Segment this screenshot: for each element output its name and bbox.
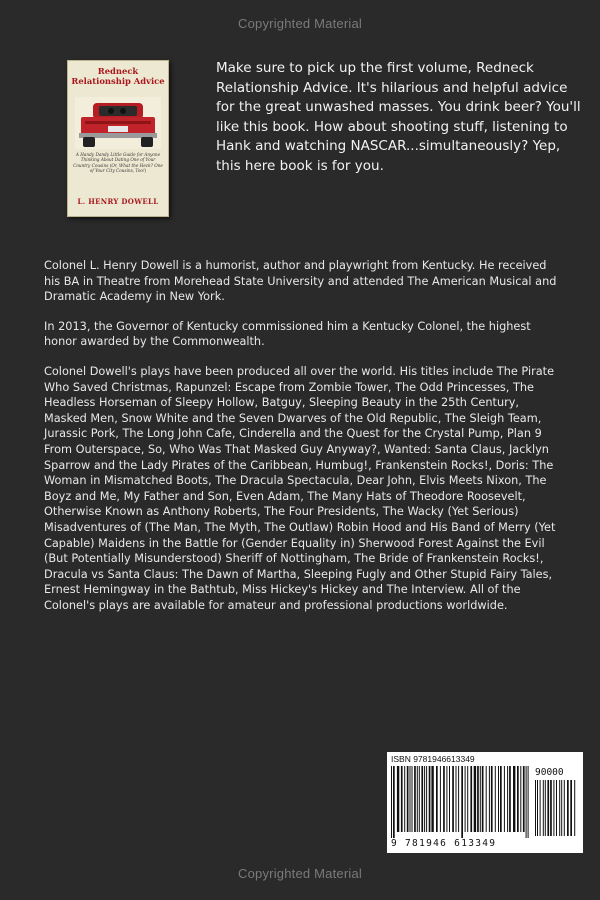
barcode-bar (528, 766, 529, 838)
barcode-bar (391, 766, 392, 838)
barcode-bar (559, 780, 560, 836)
author-bio (44, 258, 565, 627)
barcode-bar (401, 766, 403, 832)
price-code: 90000 (535, 767, 564, 778)
bio-paragraph: In 2013, the Governor of Kentucky commissioned him a Kentucky Colonel, the highest honor awarded by the Commonwealth. (44, 319, 531, 349)
pickup-truck-illustration (75, 97, 161, 149)
barcode-bar (500, 766, 502, 832)
barcode-bar (426, 766, 427, 832)
price-addon-barcode (535, 780, 579, 842)
barcode-bar (446, 766, 447, 832)
barcode-bar (547, 780, 549, 836)
barcode-bar (523, 766, 525, 832)
barcode-bar (480, 766, 481, 832)
barcode-bar (393, 766, 395, 838)
barcode-bar (513, 766, 515, 832)
barcode-bar (545, 780, 546, 836)
bio-paragraph: Colonel Dowell's plays have been produced all over the world. His titles include The Pirate Who Saved Christmas, Rapunzel: Escape from Zombie Tower, The Odd Princesses, The Headless Horseman of Sleepy Hollow, Batguy, Sleeping Beauty in the 25th Century, Masked Men, Snow White and the Seven Dwarves of the Old Republic, The Sleigh Team, Jurassic Pork, The Long John Cafe, Cinderella and the Quest for the Crystal Pump, Plan 9 From Outerspace, So, Who Was That Masked Guy Anyway?, Wanted: Santa Claus, Jacklyn Sparrow and the Lady Pirates of the Caribbean, Humbug!, Frankenstein Rocks!, Doris: The Woman in Mismatched Boots, The Dracula Spectacula, Dear John, Elvis Meets Nixon, The Boyz and Me, My Father and Son, Even Adam, The Many Hats of Theodore Roosevelt, Otherwise Known as Anthony Roberts, The Four Presidents, The Wacky (Yet Serious) Misadventures of (The Man, The Myth, The Outlaw) Robin Hood and His Band of Merry (Yet Capable) Maidens in the Battle for (Gender Equality in) Sherwood Forest Against the Evil (But Potentially Misunderstood) Sheriff of Nottingham, The Bride of Frankenstein Rocks!, Dracula vs Santa Claus: The Dawn of Martha, Sleeping Fugly and Other Stupid Fairy Tales, Ernest Hemingway in the Bathtub, Miss Hickey's Hickey and The Interview. All of the Colonel's plays are available for amateur and professional productions worldwide. (44, 364, 556, 612)
barcode-bar (517, 766, 519, 832)
barcode-bar (570, 780, 572, 836)
barcode-bar (407, 766, 409, 832)
barcode-bar (452, 766, 454, 832)
barcode-bar (520, 766, 521, 832)
barcode-bar (553, 780, 554, 836)
barcode-bar (498, 766, 499, 832)
barcode-bar (526, 766, 527, 838)
barcode-bar (491, 766, 493, 832)
barcode-bar (404, 766, 405, 832)
isbn-barcode (391, 766, 531, 838)
barcode-bar (504, 766, 505, 832)
barcode-bar (550, 780, 552, 836)
barcode-bar (556, 780, 557, 836)
isbn-barcode-box (387, 752, 583, 853)
barcode-bar (412, 766, 413, 832)
barcode-bar (489, 766, 490, 832)
copyright-watermark-top: Copyrighted Material (238, 16, 362, 31)
bio-paragraph: Colonel L. Henry Dowell is a humorist, author and playwright from Kentucky. He received his BA in Theatre from Morehead State University and attended The American Musical and Dramatic Academy in New York. (44, 259, 557, 304)
barcode-bar (495, 766, 496, 832)
barcode-bar (461, 766, 463, 838)
barcode-bar (467, 766, 468, 832)
barcode-bar (436, 766, 438, 832)
barcode-bar (482, 766, 484, 832)
barcode-bar (470, 766, 472, 832)
cover-author: L. HENRY DOWELL (77, 197, 159, 206)
barcode-bar (397, 766, 399, 832)
barcode-bar (507, 766, 508, 832)
copyright-watermark-bottom: Copyrighted Material (238, 866, 362, 881)
barcode-bar (429, 766, 431, 832)
isbn-digits: 9 781946 613349 (391, 838, 497, 849)
barcode-bar (535, 780, 536, 836)
barcode-bar (486, 766, 487, 832)
barcode-bar (537, 780, 538, 836)
barcode-bar (431, 766, 433, 832)
barcode-bar (424, 766, 425, 832)
barcode-bar (419, 766, 420, 832)
barcode-bar (440, 766, 441, 832)
barcode-bar (574, 780, 575, 836)
cover-subtitle: A Handy Dandy Little Guide for Anyone Thinking About Dating One of Your Country Cousins (Or, What the Heck? One of Your City Cousins, Too!) (73, 152, 163, 174)
barcode-bar (474, 766, 476, 832)
barcode-bar (564, 780, 565, 836)
barcode-bar (540, 780, 541, 836)
barcode-bar (414, 766, 416, 832)
cover-title: Redneck Relationship Advice (71, 66, 165, 86)
barcode-bar (543, 780, 544, 836)
previous-book-cover (67, 60, 169, 217)
barcode-bar (477, 766, 479, 832)
isbn-label: ISBN 9781946613349 (391, 754, 475, 764)
barcode-bar (449, 766, 450, 832)
barcode-bar (443, 766, 445, 832)
barcode-bar (458, 766, 459, 832)
barcode-bar (465, 766, 466, 832)
barcode-bar (509, 766, 511, 832)
barcode-bar (567, 780, 569, 836)
barcode-bar (410, 766, 411, 832)
barcode-bar (561, 780, 562, 836)
barcode-bar (456, 766, 457, 832)
promo-blurb: Make sure to pick up the first volume, Redneck Relationship Advice. It's hilarious and helpful advice for the great unwashed masses. You drink beer? You'll like this book. How about shooting stuff, listening to Hank and watching NASCAR...simultaneously? Yep, this here book is for you. (216, 60, 581, 174)
barcode-bar (417, 766, 418, 832)
barcode-bar (421, 766, 423, 832)
